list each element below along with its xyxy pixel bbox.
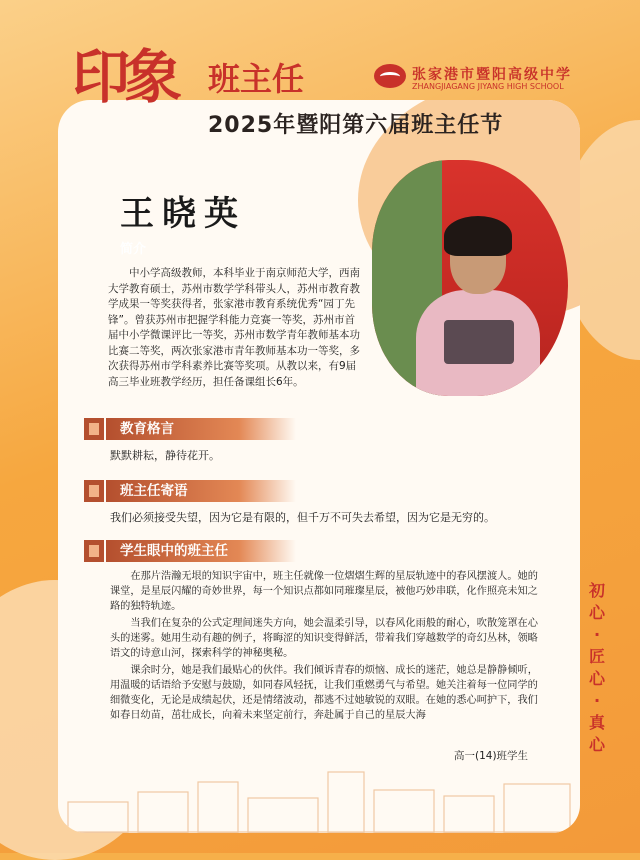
intro-label: 简介 — [120, 242, 147, 257]
message-heading: 班主任寄语 — [106, 480, 296, 502]
motto-tag-icon — [84, 418, 104, 440]
teacher-intro: 中小学高级教师，本科毕业于南京师范大学，西南大学教育硕士，苏州市数学学科带头人，苏州市教育教学成果一等奖获得者，张家港市教育系统优秀“园丁先锋”。曾获苏州市把握学科能力竞赛一等奖，苏州市首届中小学微课评比一等奖，苏州市数学青年教师基本功比赛二等奖，两次张家港市青年教师基本功一等奖，多次获得苏州市学科素养比赛等奖项。从教以来，有9届高三毕业班教学经历，担任备课组长6年。 — [108, 267, 360, 388]
side-slogan: 初心·匠心·真心 — [588, 581, 605, 754]
student-paragraph-2: 当我们在复杂的公式定理间迷失方向，她会温柔引导，以春风化雨般的耐心，吹散笼罩在心头的迷雾。她用生动有趣的例子，将晦涩的知识变得鲜活，带着我们穿越数学的奇幻丛林，领略语文的诗意山河，探索科学的神秘奥秘。 — [110, 618, 538, 659]
school-name-cn: 张家港市暨阳高级中学 — [412, 67, 572, 83]
school-name-en: ZHANGJIAGANG JIYANG HIGH SCHOOL — [412, 82, 564, 91]
student-signoff: 高一(14)班学生 — [454, 750, 529, 762]
teacher-name: 王晓英 — [120, 194, 246, 234]
photo-shirt-print — [444, 320, 514, 364]
student-comment — [110, 569, 546, 725]
school-logo-icon — [374, 64, 406, 88]
event-title: 2025年暨阳第六届班主任节 — [208, 113, 504, 138]
campus-skyline-illustration — [58, 762, 580, 833]
student-heading: 学生眼中的班主任 — [106, 540, 296, 562]
motto-text: 默默耕耘，静待花开。 — [110, 449, 220, 462]
student-paragraph-3: 课余时分，她是我们最贴心的伙伴。我们倾诉青春的烦恼、成长的迷茫，她总是静静倾听，用温暖的话语给予安慰与鼓励，如同春风轻抚，让我们重燃勇气与希望。她关注着每一位同学的细微变化，无论是成绩起伏，还是情绪波动，都逃不过她敏锐的双眼。在她的悉心呵护下，我们如春日幼苗，茁壮成长，向着未来坚定前行，奔赴属于自己的星辰大海 — [110, 665, 538, 721]
photo-hair — [444, 216, 512, 256]
logo-main-text: 印象 — [72, 43, 177, 111]
logo-sub-text: 班主任 — [208, 60, 305, 98]
message-tag-icon — [84, 480, 104, 502]
motto-heading: 教育格言 — [106, 418, 296, 440]
message-text: 我们必须接受失望，因为它是有限的，但千万不可失去希望，因为它是无穷的。 — [110, 511, 495, 524]
student-paragraph-1: 在那片浩瀚无垠的知识宇宙中，班主任就像一位熠熠生辉的星辰轨迹中的春风摆渡人。她的课堂，是星辰闪耀的奇妙世界，每一个知识点都如同璀璨星辰，被他巧妙串联，化作照亮未知之路的独特轨迹。 — [110, 571, 538, 612]
student-tag-icon — [84, 540, 104, 562]
